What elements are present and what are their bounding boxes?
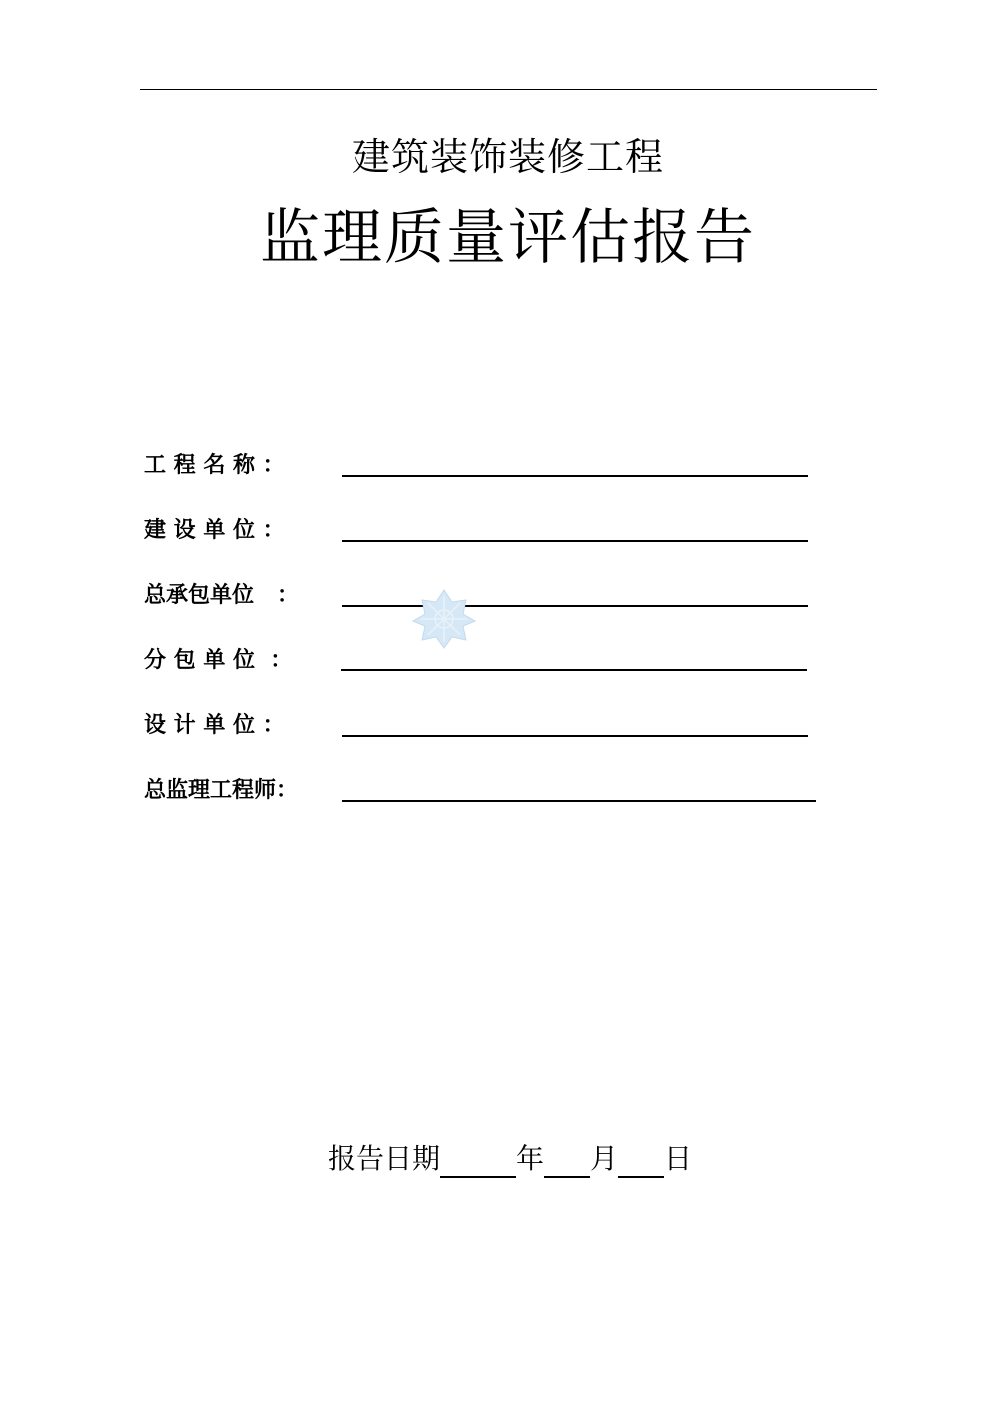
report-day-field[interactable]: [618, 1145, 664, 1178]
field-line-chief-engineer[interactable]: [342, 800, 816, 802]
field-label-project-name: 工 程 名 称 ：: [144, 452, 285, 478]
field-line-client[interactable]: [342, 540, 808, 542]
report-date-label: 报告日期: [328, 1142, 441, 1175]
snowflake-watermark-icon: [411, 588, 477, 650]
field-line-subcontractor[interactable]: [341, 669, 807, 671]
document-subtitle: 建筑装饰装修工程: [351, 135, 664, 179]
report-month-field[interactable]: [544, 1145, 590, 1178]
report-date: [328, 1140, 692, 1180]
field-label-client: 建 设 单 位 ：: [144, 517, 285, 543]
year-label: 年: [516, 1142, 545, 1175]
field-line-project-name[interactable]: [342, 475, 808, 477]
month-label: 月: [590, 1142, 619, 1175]
field-label-general-contractor: 总承包单位 ：: [144, 582, 299, 608]
field-label-designer: 设 计 单 位 ：: [144, 712, 285, 738]
field-label-subcontractor: 分 包 单 位 ：: [144, 647, 293, 673]
header-rule: [140, 89, 877, 90]
report-year-field[interactable]: [440, 1145, 516, 1178]
day-label: 日: [664, 1142, 693, 1175]
field-line-designer[interactable]: [342, 735, 808, 737]
field-label-chief-engineer: 总监理工程师：: [144, 777, 299, 803]
document-title: 监理质量评估报告: [260, 203, 756, 273]
